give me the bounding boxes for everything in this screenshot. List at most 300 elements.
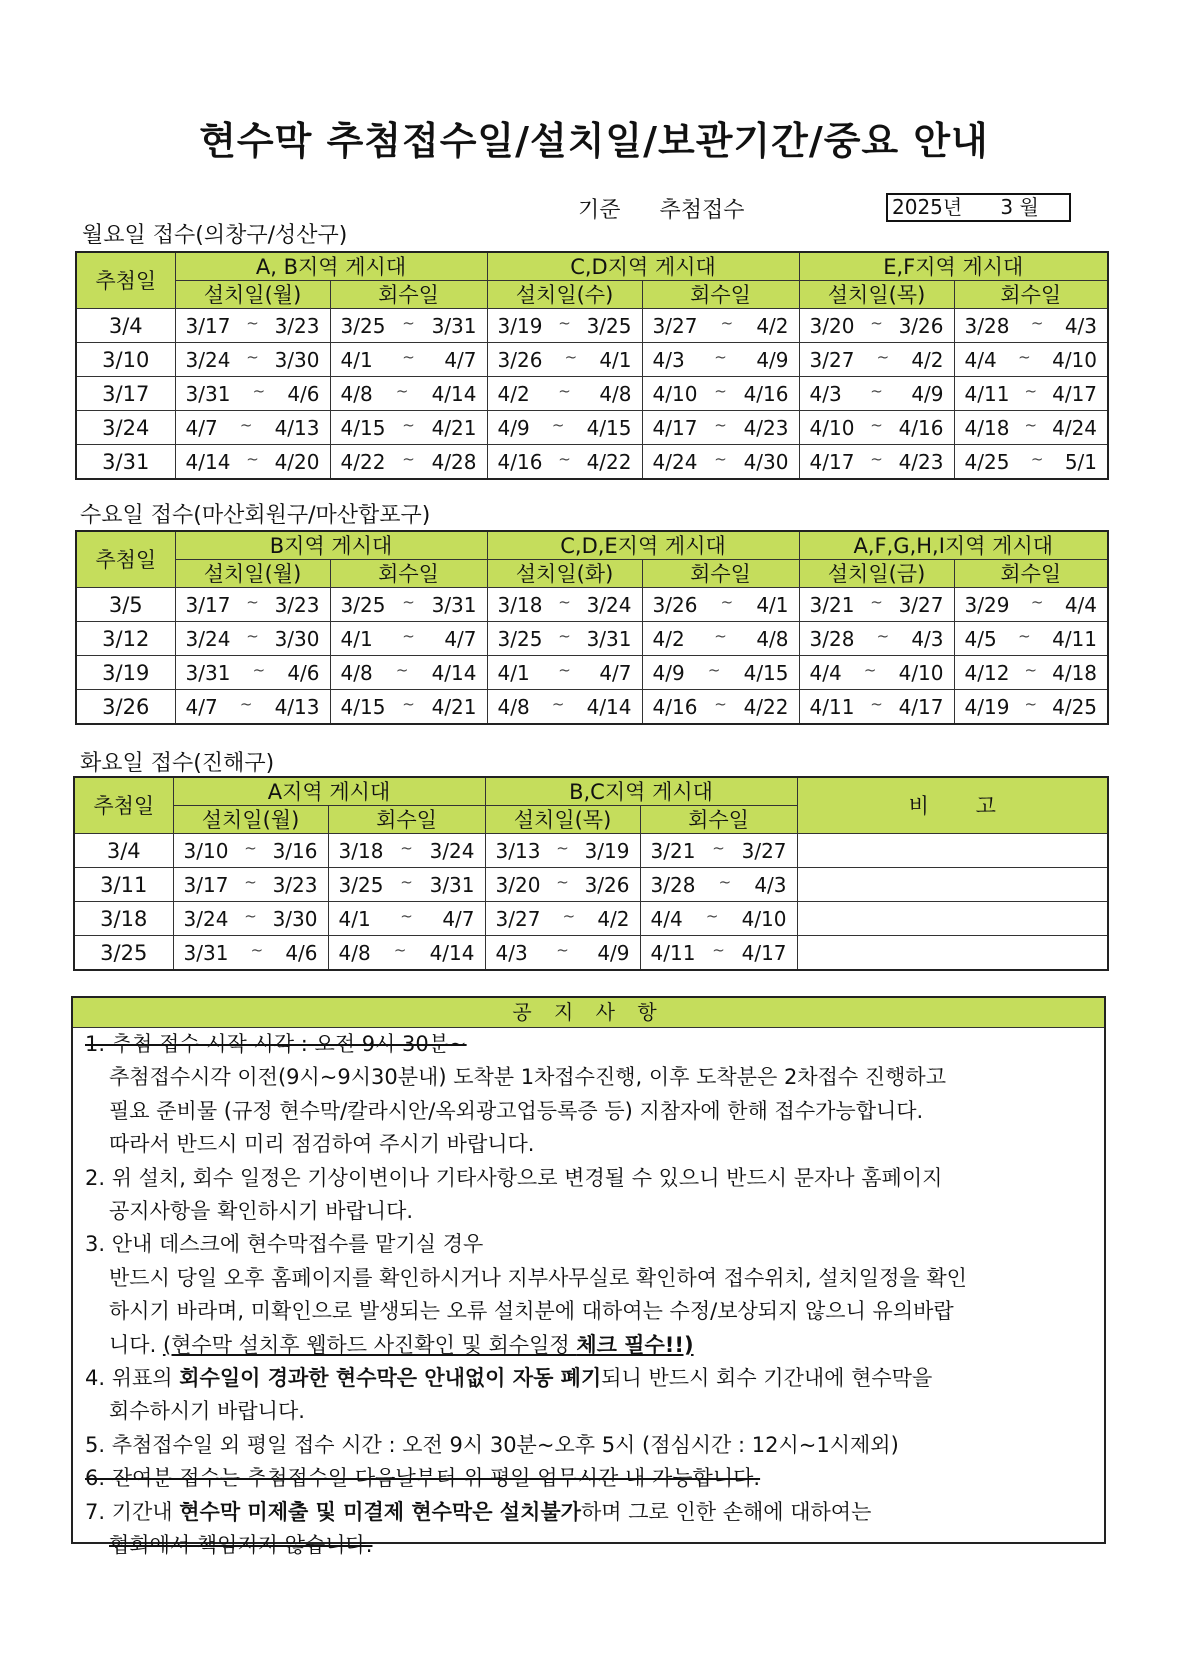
range-end: 3/24 [429,838,475,863]
notice-item-7-text: 7. 기간내 [85,1499,180,1524]
tilde-separator: ~ [1024,660,1038,679]
range-start: 4/25 [964,449,1010,474]
date-range [643,661,799,685]
range-start: 4/19 [964,694,1010,719]
range-start: 3/27 [809,347,855,372]
range-start: 4/7 [185,694,218,719]
range-end: 4/25 [1052,694,1098,719]
date-range [800,661,954,685]
draw-date-cell: 3/11 [74,868,173,902]
range-end: 4/7 [444,347,477,372]
collect-date-header: 회수일 [954,560,1108,588]
notice-item-3-emphasis: (현수막 설치후 웹하드 사진확인 및 회수일정 [162,1332,577,1357]
tilde-separator: ~ [246,347,259,366]
tilde-separator: ~ [714,694,727,713]
install-date-header: 설치일(화) [487,560,642,588]
collect-period-cell [642,411,799,445]
tilde-separator: ~ [1030,592,1044,611]
range-start: 3/27 [652,313,698,338]
tilde-separator: ~ [1024,381,1038,400]
range-end: 3/30 [274,347,320,372]
tilde-separator: ~ [239,694,253,713]
tilde-separator: ~ [400,838,413,857]
collect-period-cell [642,690,799,725]
tilde-separator: ~ [246,449,259,468]
range-end: 3/23 [272,872,318,897]
range-end: 4/10 [741,906,787,931]
date-range [641,839,797,863]
tilde-separator: ~ [402,592,415,611]
collect-date-header: 회수일 [328,806,485,834]
date-range [176,695,330,719]
collect-period-cell [954,690,1108,725]
collect-date-header: 회수일 [330,560,487,588]
date-range [329,873,485,897]
range-end: 3/31 [586,626,632,651]
date-range [641,907,797,931]
tilde-separator: ~ [1024,415,1038,434]
tilde-separator: ~ [714,449,727,468]
tilde-separator: ~ [863,660,877,679]
install-period-cell [485,834,640,868]
range-start: 3/28 [650,872,696,897]
range-end: 3/31 [429,872,475,897]
range-start: 3/25 [340,592,386,617]
tilde-separator: ~ [718,872,732,891]
notice-item-7-line [85,1496,1094,1529]
range-end: 4/2 [597,906,630,931]
install-period-cell [173,834,328,868]
range-end: 4/9 [911,381,944,406]
range-start: 4/18 [964,415,1010,440]
range-start: 4/16 [652,694,698,719]
tilde-separator: ~ [244,906,257,925]
range-start: 4/11 [650,940,696,965]
date-range [488,661,642,685]
date-range [488,314,642,338]
date-range [643,382,799,406]
range-start: 4/11 [964,381,1010,406]
date-range [486,839,640,863]
collect-period-cell [640,902,797,936]
range-start: 3/25 [338,872,384,897]
date-range [488,348,642,372]
tilde-separator: ~ [714,415,727,434]
range-start: 3/18 [497,592,543,617]
range-start: 4/4 [809,660,842,685]
range-end: 4/24 [1052,415,1098,440]
notice-item-4-line: 회수하시기 바랍니다. [109,1399,305,1424]
install-period-cell [487,656,642,690]
tilde-separator: ~ [252,381,266,400]
collect-period-cell [328,868,485,902]
collect-period-cell [954,656,1108,690]
range-end: 4/17 [1052,381,1098,406]
range-end: 3/23 [274,592,320,617]
date-range [800,593,954,617]
tilde-separator: ~ [556,872,569,891]
range-end: 3/27 [898,592,944,617]
range-end: 3/23 [274,313,320,338]
install-date-header: 설치일(월) [173,806,328,834]
tilde-separator: ~ [714,347,727,366]
range-start: 4/9 [652,660,685,685]
date-range [329,839,485,863]
tilde-separator: ~ [712,838,725,857]
date-range [176,416,330,440]
install-period-cell [799,309,954,343]
collect-period-cell [330,622,487,656]
tilde-separator: ~ [402,415,415,434]
tilde-separator: ~ [707,660,721,679]
tilde-separator: ~ [876,347,890,366]
draw-date-cell: 3/5 [76,588,175,622]
table-row [76,343,1108,377]
install-date-header: 설치일(수) [487,281,642,309]
collect-date-header: 회수일 [642,281,799,309]
range-end: 4/16 [898,415,944,440]
tilde-separator: ~ [870,415,883,434]
range-end: 4/23 [743,415,789,440]
collect-period-cell [330,309,487,343]
range-end: 4/9 [756,347,789,372]
date-range [331,314,487,338]
range-end: 4/13 [274,415,320,440]
collect-period-cell [954,445,1108,480]
draw-date-cell: 3/31 [76,445,175,480]
install-period-cell [487,690,642,725]
range-start: 4/24 [652,449,698,474]
range-end: 4/17 [898,694,944,719]
range-start: 4/5 [964,626,997,651]
install-period-cell [799,622,954,656]
install-period-cell [485,902,640,936]
range-start: 4/8 [340,660,373,685]
collect-period-cell [328,936,485,971]
tilde-separator: ~ [870,313,883,332]
draw-date-cell: 3/25 [74,936,173,971]
region-header: C,D,E지역 게시대 [487,531,799,560]
date-range [955,348,1108,372]
range-end: 3/31 [431,313,477,338]
tilde-separator: ~ [402,694,415,713]
range-start: 3/17 [183,872,229,897]
range-start: 4/14 [185,449,231,474]
range-start: 3/20 [495,872,541,897]
collect-date-header: 회수일 [642,560,799,588]
range-end: 4/10 [1052,347,1098,372]
range-end: 4/11 [1052,626,1098,651]
range-end: 4/6 [287,381,320,406]
tilde-separator: ~ [558,449,571,468]
range-end: 4/6 [285,940,318,965]
install-period-cell [799,445,954,480]
range-start: 4/11 [809,694,855,719]
table-row [76,309,1108,343]
range-start: 3/26 [652,592,698,617]
range-end: 4/8 [599,381,632,406]
date-range [800,348,954,372]
table-row [76,445,1108,480]
install-period-cell [487,309,642,343]
tilde-separator: ~ [870,694,883,713]
tilde-separator: ~ [558,660,571,679]
date-range [643,314,799,338]
draw-date-cell: 3/4 [74,834,173,868]
date-range [331,382,487,406]
install-period-cell [175,656,330,690]
tilde-separator: ~ [551,694,565,713]
date-range [331,450,487,474]
tilde-separator: ~ [402,449,415,468]
range-start: 4/10 [652,381,698,406]
date-range [800,450,954,474]
install-period-cell [485,936,640,971]
range-start: 4/16 [497,449,543,474]
tilde-separator: ~ [876,626,890,645]
notice-item-4-text: 되니 반드시 회수 기간내에 현수막을 [601,1366,933,1391]
basis-type: 추첨접수 [659,198,745,223]
range-start: 4/8 [497,694,530,719]
range-start: 3/24 [185,347,231,372]
collect-period-cell [640,936,797,971]
range-end: 3/19 [584,838,630,863]
date-range [800,695,954,719]
notice-body [73,1028,1104,1563]
range-start: 3/27 [495,906,541,931]
collect-period-cell [642,622,799,656]
date-range [800,382,954,406]
tilde-separator: ~ [551,415,565,434]
date-range [643,416,799,440]
date-range [641,941,797,965]
collect-date-header: 회수일 [330,281,487,309]
range-start: 3/25 [497,626,543,651]
notice-item-1-line: 따라서 반드시 미리 점검하여 주시기 바랍니다. [109,1132,535,1157]
range-start: 3/19 [497,313,543,338]
date-range [488,450,642,474]
install-period-cell [799,690,954,725]
collect-period-cell [954,377,1108,411]
install-period-cell [175,377,330,411]
region-header: A지역 게시대 [173,777,485,806]
table-row [74,868,1108,902]
tilde-separator: ~ [246,313,259,332]
tilde-separator: ~ [870,449,883,468]
range-end: 3/26 [584,872,630,897]
range-end: 3/30 [272,906,318,931]
notice-item-7-line: 협회에서 책임지지 않습니다. [109,1533,373,1558]
install-date-header: 설치일(목) [485,806,640,834]
collect-period-cell [640,868,797,902]
date-range [329,907,485,931]
date-range [488,382,642,406]
draw-date-cell: 3/4 [76,309,175,343]
install-date-header: 설치일(목) [799,281,954,309]
install-period-cell [173,902,328,936]
tilde-separator: ~ [1018,626,1031,645]
tilde-separator: ~ [400,872,413,891]
tilde-separator: ~ [870,381,883,400]
install-period-cell [799,343,954,377]
collect-period-cell [330,690,487,725]
range-start: 4/3 [652,347,685,372]
install-period-cell [487,445,642,480]
range-end: 4/10 [898,660,944,685]
date-range [643,627,799,651]
collect-period-cell [330,588,487,622]
range-start: 4/2 [497,381,530,406]
range-end: 3/31 [431,592,477,617]
tilde-separator: ~ [252,660,266,679]
date-range [176,450,330,474]
range-end: 4/22 [586,449,632,474]
notice-item-4-line [85,1362,1094,1395]
tilde-separator: ~ [562,906,576,925]
range-end: 4/30 [743,449,789,474]
draw-date-cell: 3/26 [76,690,175,725]
tilde-separator: ~ [870,592,883,611]
range-end: 4/3 [754,872,787,897]
collect-period-cell [330,343,487,377]
collect-date-header: 회수일 [640,806,797,834]
tilde-separator: ~ [714,626,727,645]
date-range [641,873,797,897]
notice-item-7-emphasis: 현수막 미제출 및 미결제 현수막은 설치불가 [179,1499,581,1524]
install-date-header: 설치일(월) [175,560,330,588]
date-range [643,348,799,372]
range-start: 4/1 [340,347,373,372]
date-range [955,593,1108,617]
tilde-separator: ~ [558,626,571,645]
draw-date-cell: 3/10 [76,343,175,377]
draw-date-header: 추첨일 [76,531,175,588]
range-start: 3/24 [183,906,229,931]
notice-item-1-line: 추첨접수시각 이전(9시~9시30분내) 도착분 1차접수진행, 이후 도착분은 2차접수 진행하고 [109,1065,946,1090]
range-end: 4/13 [274,694,320,719]
range-end: 3/26 [898,313,944,338]
draw-date-cell: 3/12 [76,622,175,656]
date-range [176,593,330,617]
table-row [74,936,1108,971]
install-period-cell [175,411,330,445]
date-range [331,661,487,685]
range-end: 4/4 [1064,592,1098,617]
date-range [176,627,330,651]
collect-period-cell [954,588,1108,622]
collect-period-cell [954,622,1108,656]
tilde-separator: ~ [1030,449,1044,468]
notice-item-5: 5. 추첨접수일 외 평일 접수 시간 : 오전 9시 30분~오후 5시 (점심시간 : 12시~1시제외) [85,1432,899,1457]
date-range [176,314,330,338]
range-end: 4/1 [756,592,789,617]
draw-date-header: 추첨일 [76,252,175,309]
tilde-separator: ~ [712,940,725,959]
install-date-header: 설치일(월) [175,281,330,309]
range-start: 4/12 [964,660,1010,685]
collect-period-cell [328,834,485,868]
tilde-separator: ~ [400,906,413,925]
range-end: 4/16 [743,381,789,406]
range-end: 4/20 [274,449,320,474]
range-start: 3/20 [809,313,855,338]
range-start: 4/10 [809,415,855,440]
range-end: 4/3 [911,626,944,651]
notice-item-7-text: 하며 그로 인한 손해에 대하여는 [580,1499,872,1524]
collect-period-cell [330,656,487,690]
draw-date-cell: 3/17 [76,377,175,411]
region-header: C,D지역 게시대 [487,252,799,281]
remark-cell [797,868,1108,902]
notice-title: 공 지 사 항 [73,998,1104,1028]
tilde-separator: ~ [558,381,571,400]
notice-item-3-line: 하시기 바라며, 미확인으로 발생되는 오류 설치분에 대하여는 수정/보상되지 않으니 유의바랍 [109,1299,954,1324]
tilde-separator: ~ [402,313,415,332]
notice-item-3-line [85,1329,1094,1362]
region-header: A,F,G,H,I지역 게시대 [799,531,1108,560]
date-range [329,941,485,965]
range-start: 4/8 [340,381,373,406]
date-range [176,382,330,406]
notice-item-4-emphasis: 회수일이 경과한 현수막은 안내없이 자동 폐기 [179,1366,602,1391]
range-start: 4/17 [652,415,698,440]
range-end: 4/14 [429,940,475,965]
range-start: 3/21 [809,592,855,617]
date-range [331,416,487,440]
tilde-separator: ~ [714,381,727,400]
notice-item-2-line: 공지사항을 확인하시기 바랍니다. [109,1199,414,1224]
range-start: 4/3 [495,940,528,965]
range-start: 4/4 [964,347,997,372]
range-start: 4/9 [497,415,530,440]
date-range [488,627,642,651]
basis-period: 2025년 3 월 [886,193,1071,222]
range-start: 3/26 [497,347,543,372]
collect-period-cell [640,834,797,868]
range-start: 4/8 [338,940,371,965]
range-start: 4/2 [652,626,685,651]
collect-period-cell [954,411,1108,445]
install-period-cell [175,343,330,377]
install-period-cell [175,690,330,725]
notice-item-3-check-required: 체크 필수!!) [576,1332,694,1357]
date-range [174,941,328,965]
range-end: 4/14 [431,660,477,685]
date-range [800,627,954,651]
range-end: 4/7 [599,660,632,685]
notice-item-4-text: 4. 위표의 [85,1366,180,1391]
notice-item-3-line: 3. 안내 데스크에 현수막접수를 맡기실 경우 [85,1232,484,1257]
install-period-cell [799,656,954,690]
table-row [74,902,1108,936]
range-end: 4/7 [442,906,475,931]
table-row [76,656,1108,690]
range-start: 4/7 [185,415,218,440]
monday-schedule-table [75,251,1109,480]
install-period-cell [173,868,328,902]
date-range [176,348,330,372]
tilde-separator: ~ [244,838,257,857]
tilde-separator: ~ [395,660,409,679]
collect-period-cell [330,411,487,445]
install-period-cell [799,411,954,445]
range-end: 4/3 [1064,313,1098,338]
range-start: 3/31 [183,940,229,965]
range-start: 3/24 [185,626,231,651]
collect-period-cell [954,343,1108,377]
tilde-separator: ~ [239,415,253,434]
date-range [643,695,799,719]
